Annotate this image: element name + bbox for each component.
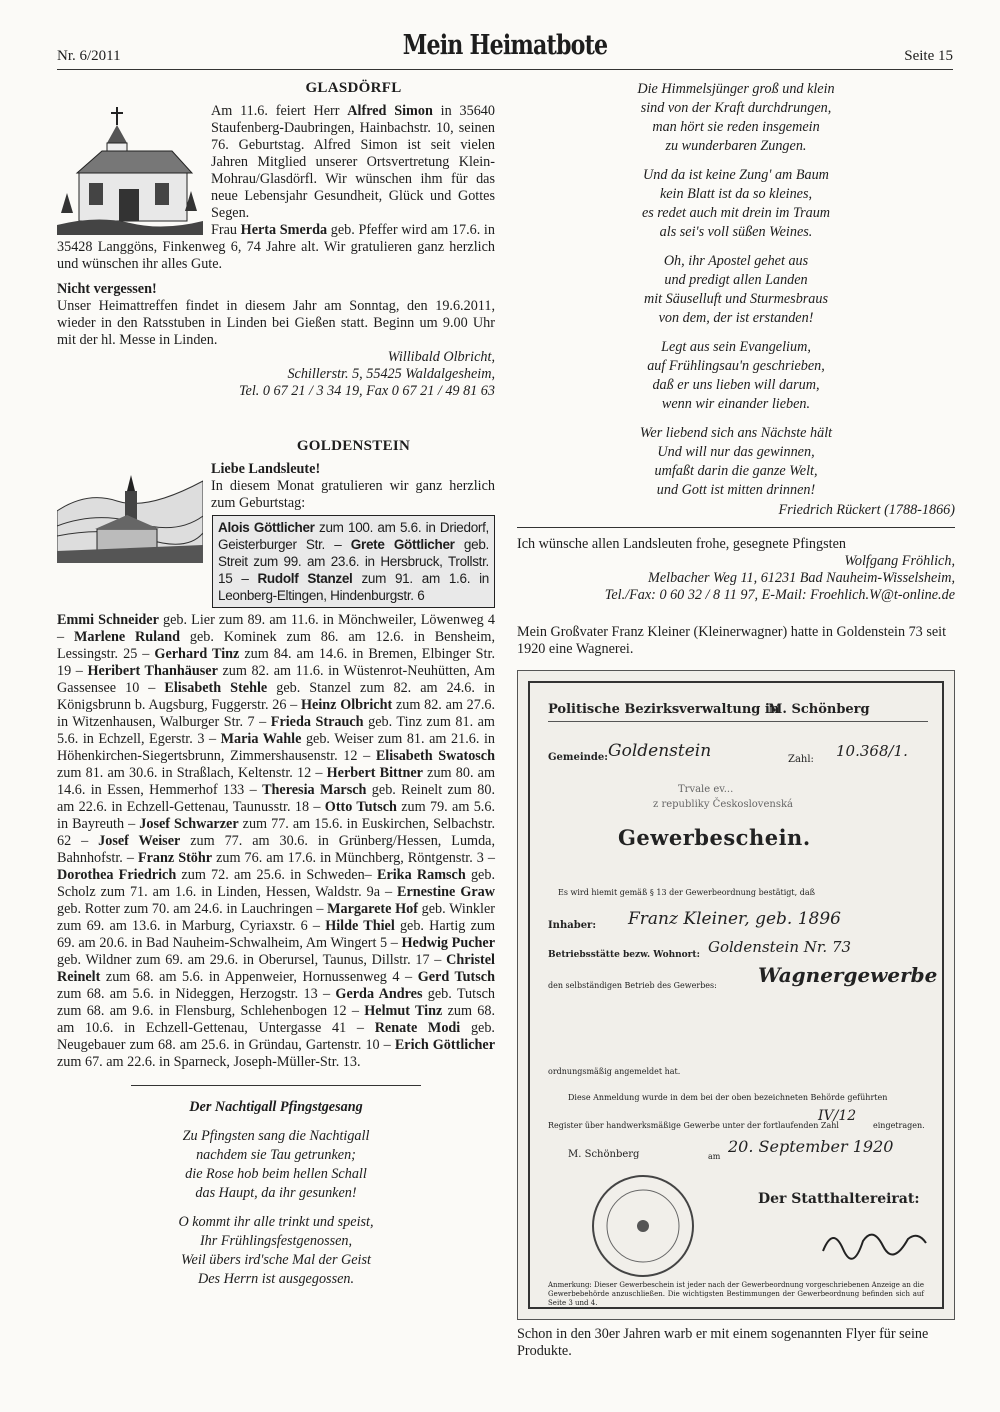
poem-line: Weil übers ird'sche Mal der Geist [181, 1252, 371, 1268]
chapel-illustration [57, 103, 203, 235]
birthday-name: Helmut Tinz [364, 1003, 443, 1019]
birthday-details: zum 67. am 22.6. in Sparneck, Joseph-Müller-Str. 13. [57, 1054, 361, 1070]
poem-line: Und da ist keine Zung' am Baum [643, 167, 829, 183]
birthday-name: Elisabeth Stehle [164, 680, 268, 696]
doc-authority: Politische Bezirksverwaltung in [548, 702, 780, 717]
birthday-name: Dorothea Friedrich [57, 867, 177, 883]
wagnerei-intro: Mein Großvater Franz Kleiner (Kleinerwagner) hatte in Goldenstein 73 seit 1920 eine Wagnerei. [517, 624, 947, 657]
birthday-name: Josef Schwarzer [139, 816, 239, 832]
doc-inhaber-hand: Franz Kleiner, geb. 1896 [628, 909, 841, 929]
birthday-name: Grete Göttlicher [350, 537, 455, 552]
doc-gewerbe-hand: Wagnergewerbe [758, 963, 938, 987]
name-herta-smerda: Herta Smerda [240, 222, 328, 238]
poem-line: und Gott ist mitten drinnen! [656, 482, 816, 498]
birthday-details: zum 79. am 5.6. in Bayreuth – [57, 799, 495, 832]
birthday-details: zum 80. am 14.6. in Essen, Hemmerhof 133 – [57, 765, 495, 798]
poem-nachtigall [131, 1085, 421, 1289]
text: Frau [211, 222, 241, 238]
birthday-name: Maria Wahle [220, 731, 302, 747]
doc-stamp-line-2: z republiky Československá [653, 799, 793, 810]
birthday-details: geb. Stanzel zum 82. am 24.6. in Königsbrunn b. Augsburg, Fuggerstr. 26 – [57, 680, 495, 713]
poem-line: auf Frühlingsau'n geschrieben, [647, 358, 825, 374]
gewerbeschein-document [517, 670, 955, 1320]
birthday-details: zum 100. am 5.6. in Driedorf, Geisterburger Str. – [218, 520, 489, 552]
left-column [57, 80, 495, 1299]
doc-anmeldung: Diese Anmeldung wurde in dem bei der oben bezeichneten Behörde geführten [568, 1093, 888, 1102]
poem-line: umfaßt darin die ganze Welt, [654, 463, 818, 479]
goldenstein-village-illustration [57, 471, 203, 563]
poem-line: wenn wir einander lieben. [661, 396, 811, 412]
poem-line: zu wunderbaren Zungen. [665, 138, 807, 154]
signature-froehlich-name: Wolfgang Fröhlich, [844, 553, 955, 569]
poem-line: daß er uns lieben will darum, [652, 377, 820, 393]
poem-stanza [517, 80, 955, 156]
divider [517, 527, 955, 528]
birthday-details: geb. Scholz zum 71. am 1.6. in Linden, Hessen, Waldstr. 9a – [57, 867, 495, 900]
birthday-name: Heribert Thanhäuser [87, 663, 218, 679]
birthday-name: Gerda Andres [335, 986, 423, 1002]
birthday-name: Renate Modi [374, 1020, 461, 1036]
birthday-details: zum 72. am 25.6. in Schweden– [176, 867, 377, 883]
doc-confirm: Es wird hiemit gemäß § 13 der Gewerbeordnung bestätigt, daß [558, 888, 815, 897]
birthday-details: zum 76. am 17.6. in Münchberg, Röntgenstr. 3 – [212, 850, 495, 866]
signature-phone: Tel. 0 67 21 / 3 34 19, Fax 0 67 21 / 49 81 63 [238, 383, 495, 399]
birthday-details: geb. Streit zum 99. am 23.6. in Hersbruck, Trollstr. 15 – [218, 537, 489, 586]
poem-stanza [517, 166, 955, 242]
right-column [517, 80, 955, 1360]
poem-line: von dem, der ist erstanden! [658, 310, 814, 326]
poem-line: Ihr Frühlingsfestgenossen, [199, 1233, 353, 1249]
poem-line: man hört sie reden insgemein [652, 119, 820, 135]
poem-nachtigall-title: Der Nachtigall Pfingstgesang [189, 1099, 363, 1115]
doc-gewerbe-label: den selbständigen Betrieb des Gewerbes: [548, 981, 717, 990]
pfingsten-greeting: Ich wünsche allen Landsleuten frohe, gesegnete Pfingsten [517, 536, 846, 552]
poem-line: sind von der Kraft durchdrungen, [640, 100, 832, 116]
birthday-details: geb. Rotter zum 70. am 24.6. in Lauchringen – [57, 901, 328, 917]
poem-nachtigall-stanza-2 [131, 1213, 421, 1289]
text: geb. Pfeffer wird am 17.6. in 35428 Langgöns, Finkenweg 6, 74 Jahre alt. Wir gratulieren ganz herzlich und wünschen ihr alles Gute. [57, 222, 495, 272]
poem-line: Des Herrn ist ausgegossen. [197, 1271, 355, 1287]
name-alfred-simon: Alfred Simon [347, 103, 433, 119]
birthday-name: Margarete Hof [327, 901, 418, 917]
birthday-list [57, 612, 495, 1071]
poem-rueckert [517, 80, 955, 500]
birthday-details: geb. Tutsch zum 68. am 9.6. in Flensburg, Schlehenbogen 12 – [57, 986, 496, 1019]
birthday-name: Josef Weiser [98, 833, 181, 849]
doc-gemeinde-label: Gemeinde: [548, 752, 608, 763]
doc-signature [818, 1221, 928, 1261]
birthday-name: Heinz Olbricht [301, 697, 393, 713]
poem-line: als sei's voll süßen Weines. [659, 224, 813, 240]
poem-line: und predigt allen Landen [664, 272, 808, 288]
doc-title: Gewerbeschein. [618, 825, 811, 850]
text: in 35640 Staufenberg-Daubringen, Hainbachstr. 10, seinen 76. Geburtstag. Alfred Simon ist seit vielen Jahren Mitglied unserer Ortsvertretung Klein-Mohrau/Glasdörfl. Wir wünschen ihm für das neue Lebensjahr Gesundheit, Glück und Gottes Segen. [211, 103, 495, 221]
poem-line: das Haupt, da ihr gesunken! [195, 1185, 357, 1201]
birthday-details: zum 81. am 30.6. in Straßlach, Keltenstr. 12 – [57, 765, 327, 781]
birthday-details: geb. Reinelt zum 80. am 22.6. in Echzell-Gettenau, Taunusstr. 18 – [57, 782, 496, 815]
birthday-details: zum 82. am 27.6. in Witzenhausen, Walburger Str. 7 – [57, 697, 496, 730]
birthday-name: Hedwig Pucher [401, 935, 496, 951]
doc-betrieb-label: Betriebsstätte bezw. Wohnort: [548, 950, 700, 960]
poem-line: Legt aus sein Evangelium, [661, 339, 811, 355]
issue-number: Nr. 6/2011 [57, 48, 121, 64]
poem-line: Zu Pfingsten sang die Nachtigall [182, 1128, 370, 1144]
doc-date-hand: 20. September 1920 [728, 1137, 894, 1156]
poem-author: Friedrich Rückert (1788-1866) [778, 502, 955, 518]
doc-zahl-label: Zahl: [788, 754, 814, 765]
birthday-name: Erich Göttlicher [394, 1037, 495, 1053]
poem-line: Oh, ihr Apostel gehet aus [663, 253, 809, 269]
poem-line: es redet auch mit drein im Traum [641, 205, 831, 221]
birthday-details: geb. Weiser zum 81. am 21.6. in Höhenkirchen-Siegertsbrunn, Zimmershausenstr. 12 – [57, 731, 495, 764]
doc-zahl-hand: 10.368/1. [836, 742, 908, 760]
greeting-heading: Liebe Landsleute! [211, 461, 321, 477]
poem-stanza [517, 252, 955, 328]
poem-line: nachdem sie Tau getrunken; [196, 1147, 356, 1163]
birthday-details: zum 68. am 10.6. in Echzell-Gettenau, Untergasse 41 – [57, 1003, 495, 1036]
birthday-details: geb. Winkler zum 69. am 13.6. in Marburg, Cyriaxstr. 6 – [57, 901, 495, 934]
page-number: Seite 15 [904, 48, 953, 64]
birthday-details: zum 68. am 5.6. in Appenweier, Hornussenweg 4 – [100, 969, 418, 985]
doc-register-hand: IV/12 [818, 1108, 857, 1124]
doc-town: M. Schönberg [768, 702, 870, 717]
doc-gemeinde-hand: Goldenstein [608, 741, 712, 761]
birthday-name: Ernestine Graw [397, 884, 495, 900]
poem-line: kein Blatt ist da so kleines, [659, 186, 813, 202]
doc-statthalter: Der Statthaltereirat: [758, 1191, 920, 1207]
birthday-details: zum 91. am 1.6. in Leonberg-Eltingen, Hindenburgstr. 6 [218, 571, 489, 603]
birthday-details: geb. Neugebauer zum 68. am 25.6. in Gründau, Gartenstr. 10 – [57, 1020, 495, 1053]
birthday-details: geb. Kominek zum 86. am 12.6. in Bensheim, Lessingstr. 25 – [57, 629, 495, 662]
birthday-name: Alois Göttlicher [218, 520, 315, 535]
birthday-name: Hilde Thiel [325, 918, 395, 934]
highlight-box [212, 515, 495, 608]
poem-stanza [517, 424, 955, 500]
birthday-name: Gerhard Tinz [154, 646, 240, 662]
signature-name: Willibald Olbricht, [387, 349, 495, 365]
birthday-name: Otto Tutsch [324, 799, 397, 815]
poem-line: Die Himmelsjünger groß und klein [637, 81, 835, 97]
birthday-name: Rudolf Stanzel [257, 571, 353, 586]
birthday-details: geb. Wildner zum 69. am 29.6. in Oberursel, Taunus, Dillstr. 17 – [57, 952, 447, 968]
masthead-logo: Mein Heimatbote [402, 30, 608, 61]
section-heading-glasdoerfl: GLASDÖRFL [305, 80, 402, 96]
signature-froehlich-address: Melbacher Weg 11, 61231 Bad Nauheim-Wisselsheim, [648, 570, 955, 586]
birthday-name: Erika Ramsch [376, 867, 466, 883]
greeting-intro: In diesem Monat gratulieren wir ganz herzlich zum Geburtstag: [211, 478, 495, 511]
birthday-details: geb. Hartig zum 69. am 20.6. in Bad Nauheim-Schwalheim, Am Wingert 5 – [57, 918, 496, 951]
birthday-details: zum 77. am 30.6. in Grünberg/Hessen, Lumda, Bahnhofstr. – [57, 833, 496, 866]
birthday-details: zum 82. am 11.6. in Wüstenrot-Neuhütten, Am Gassensee 10 – [57, 663, 495, 696]
doc-ordnung: ordnungsmäßig angemeldet hat. [548, 1067, 681, 1076]
doc-inhaber-label: Inhaber: [548, 920, 597, 931]
notice-title: Nicht vergessen! [57, 281, 157, 297]
poem-stanza [517, 338, 955, 414]
birthday-name: Emmi Schneider [57, 612, 159, 628]
poem-line: Wer liebend sich ans Nächste hält [639, 425, 833, 441]
text: Am 11.6. feiert Herr [211, 103, 348, 119]
notice-text: Unser Heimattreffen findet in diesem Jahr am Sonntag, den 19.6.2011, wieder in den Ratsstuben in Linden bei Gießen statt. Beginn um 9.00 Uhr mit der hl. Messe in Linden. [57, 298, 495, 348]
doc-am: am [708, 1152, 721, 1161]
page-header [57, 30, 953, 70]
poem-line: O kommt ihr alle trinkt und speist, [178, 1214, 374, 1230]
doc-official-seal [588, 1171, 698, 1281]
birthday-name: Frieda Strauch [270, 714, 364, 730]
birthday-name: Herbert Bittner [326, 765, 423, 781]
doc-stamp-line-1: Trvale ev... [678, 784, 734, 795]
poem-line: Und will nur das gewinnen, [657, 444, 815, 460]
birthday-name: Gerd Tutsch [417, 969, 495, 985]
birthday-details: zum 77. am 15.6. in Euskirchen, Selbachstr. 62 – [57, 816, 495, 849]
birthday-name: Franz Stöhr [137, 850, 213, 866]
birthday-name: Christel Reinelt [57, 952, 495, 985]
birthday-name: Theresia Marsch [262, 782, 367, 798]
birthday-details: geb. Tinz zum 81. am 5.6. in Echzell, Egerstr. 3 – [57, 714, 495, 747]
doc-register: Register über handwerksmäßige Gewerbe unter der fortlaufenden Zahl [548, 1121, 839, 1130]
poem-nachtigall-stanza-1 [131, 1127, 421, 1203]
birthday-name: Elisabeth Swatosch [375, 748, 495, 764]
doc-betrieb-hand: Goldenstein Nr. 73 [708, 938, 852, 956]
birthday-details: zum 68. am 5.6. in Nideggen, Herzogstr. 13 – [57, 986, 336, 1002]
signature-address: Schillerstr. 5, 55425 Waldalgesheim, [287, 366, 495, 382]
poem-line: mit Säuselluft und Sturmesbraus [643, 291, 829, 307]
section-heading-goldenstein: GOLDENSTEIN [296, 438, 411, 454]
birthday-name: Marlene Ruland [73, 629, 180, 645]
wagnerei-caption: Schon in den 30er Jahren warb er mit einem sogenannten Flyer für seine Produkte. [517, 1326, 929, 1359]
poem-line: die Rose hob beim hellen Schall [185, 1166, 367, 1182]
birthday-details: geb. Lier zum 89. am 11.6. in Mönchweiler, Löwenweg 4 – [57, 612, 495, 645]
doc-eingetragen: eingetragen. [873, 1121, 925, 1130]
birthday-details: zum 84. am 14.6. in Bremen, Elbinger Str. 19 – [57, 646, 495, 679]
signature-froehlich-contact: Tel./Fax: 0 60 32 / 8 11 97, E-Mail: Froehlich.W@t-online.de [604, 587, 955, 603]
doc-place: M. Schönberg [568, 1149, 640, 1160]
doc-anmerkung: Anmerkung: Dieser Gewerbeschein ist jeder nach der Gewerbeordnung vorgeschriebenen Anzeige an die Gewerbebehörde anzuschließen. Die wichtigsten Bestimmungen der Gewerbeordnung befinden sich auf Seite 3 und 4. [548, 1281, 924, 1307]
